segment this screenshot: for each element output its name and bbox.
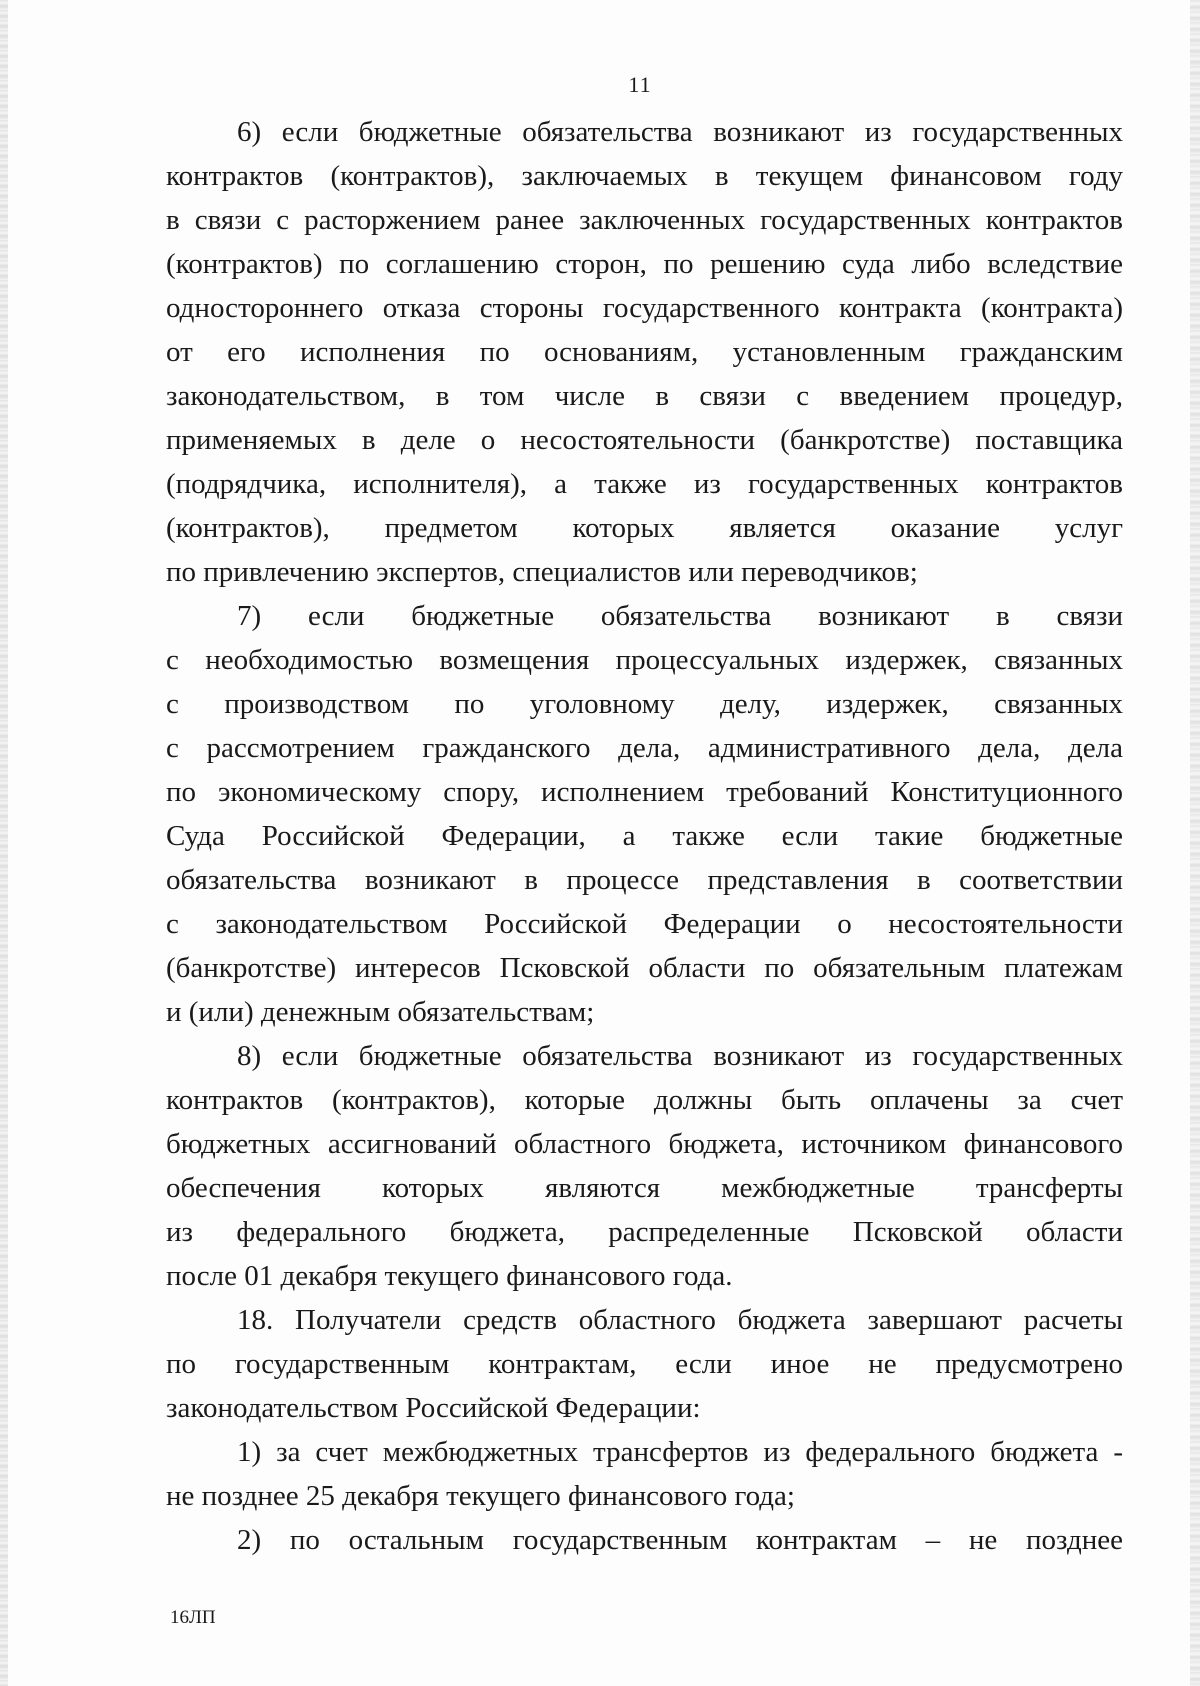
text-line: законодательством Российской Федерации: xyxy=(166,1392,701,1424)
text-line: обеспечения которых являются межбюджетные трансферты xyxy=(166,1172,1123,1204)
text-line: с необходимостью возмещения процессуальных издержек, связанных xyxy=(166,644,1123,676)
text-line: по экономическому спору, исполнением требований Конституционного xyxy=(166,776,1123,808)
text-line: 18. Получатели средств областного бюджета завершают расчеты xyxy=(237,1304,1123,1336)
text-line: контрактов (контрактов), которые должны быть оплачены за счет xyxy=(166,1084,1123,1116)
text-line: (банкротстве) интересов Псковской области по обязательным платежам xyxy=(166,952,1123,984)
text-line: 1) за счет межбюджетных трансфертов из федерального бюджета - xyxy=(237,1436,1123,1468)
text-line: с рассмотрением гражданского дела, административного дела, дела xyxy=(166,732,1123,764)
paragraph xyxy=(166,1518,1123,1562)
text-line: по государственным контрактам, если иное не предусмотрено xyxy=(166,1348,1123,1380)
paragraph xyxy=(166,594,1123,1034)
text-line: (подрядчика, исполнителя), а также из государственных контрактов xyxy=(166,468,1123,500)
text-line: после 01 декабря текущего финансового года. xyxy=(166,1260,733,1292)
text-line: и (или) денежным обязательствам; xyxy=(166,996,595,1028)
text-line: (контрактов) по соглашению сторон, по решению суда либо вследствие xyxy=(166,248,1123,280)
paragraph xyxy=(166,1034,1123,1298)
text-line: в связи с расторжением ранее заключенных государственных контрактов xyxy=(166,204,1123,236)
paragraph xyxy=(166,110,1123,594)
text-line: 6) если бюджетные обязательства возникают из государственных xyxy=(237,116,1123,148)
text-line: по привлечению экспертов, специалистов или переводчиков; xyxy=(166,556,918,588)
text-line: бюджетных ассигнований областного бюджета, источником финансового xyxy=(166,1128,1123,1160)
text-line: применяемых в деле о несостоятельности (банкротстве) поставщика xyxy=(166,424,1123,456)
footer-document-code: 16ЛП xyxy=(170,1607,216,1628)
paragraph xyxy=(166,1430,1123,1518)
text-line: (контрактов), предметом которых является оказание услуг xyxy=(166,512,1123,544)
text-line: 8) если бюджетные обязательства возникают из государственных xyxy=(237,1040,1123,1072)
document-body xyxy=(166,110,1123,1562)
text-line: обязательства возникают в процессе представления в соответствии xyxy=(166,864,1123,896)
text-line: с производством по уголовному делу, издержек, связанных xyxy=(166,688,1123,720)
text-line: контрактов (контрактов), заключаемых в текущем финансовом году xyxy=(166,160,1123,192)
text-line: 2) по остальным государственным контрактам – не позднее xyxy=(237,1524,1123,1556)
scan-edge-left xyxy=(0,0,8,1686)
text-line: от его исполнения по основаниям, установленным гражданским xyxy=(166,336,1123,368)
text-line: не позднее 25 декабря текущего финансового года; xyxy=(166,1480,795,1512)
page-number: 11 xyxy=(628,72,652,97)
text-line: Суда Российской Федерации, а также если такие бюджетные xyxy=(166,820,1123,852)
scan-edge-right xyxy=(1190,0,1200,1686)
text-line: законодательством, в том числе в связи с введением процедур, xyxy=(166,380,1123,412)
text-line: с законодательством Российской Федерации о несостоятельности xyxy=(166,908,1123,940)
text-line: из федерального бюджета, распределенные Псковской области xyxy=(166,1216,1123,1248)
paragraph xyxy=(166,1298,1123,1430)
text-line: одностороннего отказа стороны государственного контракта (контракта) xyxy=(166,292,1123,324)
text-line: 7) если бюджетные обязательства возникают в связи xyxy=(237,600,1123,632)
